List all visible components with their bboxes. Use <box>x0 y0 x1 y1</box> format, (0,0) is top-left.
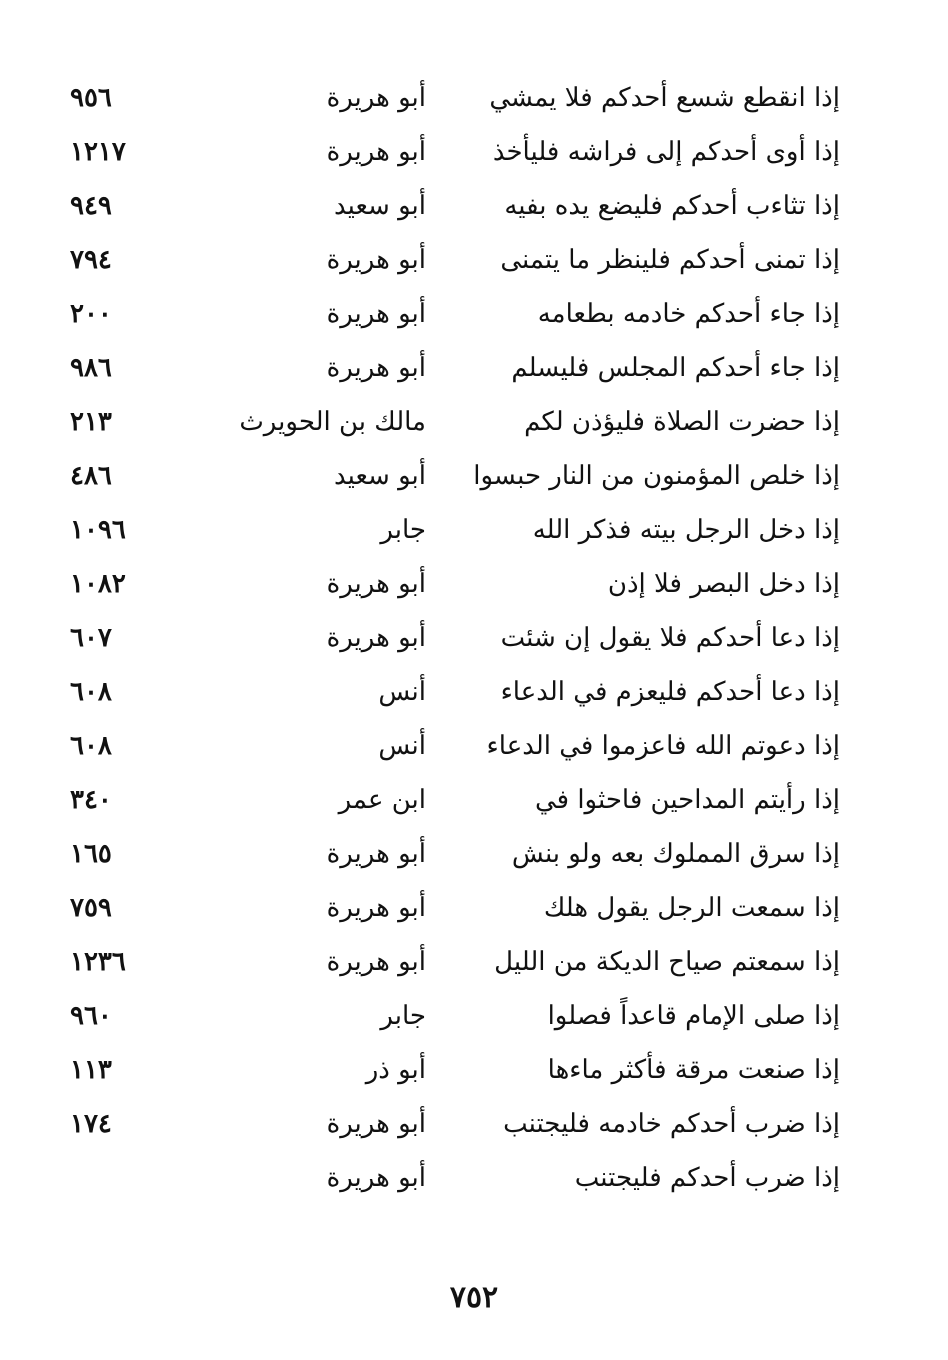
reference-number: ١٦٥ <box>70 839 112 869</box>
reference-number: ١٠٩٦ <box>70 515 126 545</box>
index-row <box>60 612 860 666</box>
reference-number: ١٧٤ <box>70 1109 112 1139</box>
hadith-text: إذا أوى أحدكم إلى فراشه فليأخذ <box>492 137 840 167</box>
index-row <box>60 990 860 1044</box>
hadith-text: إذا جاء أحدكم المجلس فليسلم <box>511 353 840 383</box>
narrator-name: أبو هريرة <box>326 137 426 167</box>
narrator-name: أبو هريرة <box>326 623 426 653</box>
index-row <box>60 396 860 450</box>
hadith-text: إذا تمنى أحدكم فلينظر ما يتمنى <box>500 245 840 275</box>
hadith-text: إذا جاء أحدكم خادمه بطعامه <box>537 299 840 329</box>
index-row <box>60 1044 860 1098</box>
index-row <box>60 774 860 828</box>
hadith-text: إذا ضرب أحدكم فليجتنب <box>574 1163 840 1193</box>
narrator-name: أبو سعيد <box>334 191 426 221</box>
reference-number: ٩٤٩ <box>70 191 112 221</box>
hadith-text: إذا دعا أحدكم فليعزم في الدعاء <box>500 677 840 707</box>
index-row <box>60 1152 860 1206</box>
index-row <box>60 126 860 180</box>
index-row <box>60 720 860 774</box>
reference-number: ٦٠٨ <box>70 731 112 761</box>
index-row <box>60 450 860 504</box>
index-row <box>60 666 860 720</box>
reference-number: ٢٠٠ <box>70 299 112 329</box>
narrator-name: أبو هريرة <box>326 245 426 275</box>
index-row <box>60 234 860 288</box>
hadith-text: إذا انقطع شسع أحدكم فلا يمشي <box>489 83 840 113</box>
page-number: ٧٥٢ <box>449 1280 499 1315</box>
narrator-name: أبو هريرة <box>326 1163 426 1193</box>
index-row <box>60 882 860 936</box>
narrator-name: أبو ذر <box>365 1055 426 1085</box>
index-row <box>60 288 860 342</box>
narrator-name: أبو هريرة <box>326 569 426 599</box>
hadith-text: إذا دخل الرجل بيته فذكر الله <box>532 515 840 545</box>
index-row <box>60 72 860 126</box>
reference-number: ١٢٣٦ <box>70 947 126 977</box>
narrator-name: أنس <box>378 731 426 761</box>
reference-number: ١٢١٧ <box>70 137 126 167</box>
hadith-text: إذا صلى الإمام قاعداً فصلوا <box>547 1001 840 1031</box>
reference-number: ٤٨٦ <box>70 461 112 491</box>
narrator-name: ابن عمر <box>338 785 426 815</box>
reference-number: ٩٦٠ <box>70 1001 112 1031</box>
reference-number: ٩٥٦ <box>70 83 112 113</box>
index-row <box>60 558 860 612</box>
reference-number: ٢١٣ <box>70 407 112 437</box>
hadith-text: إذا رأيتم المداحين فاحثوا في <box>534 785 840 815</box>
narrator-name: جابر <box>380 1001 426 1031</box>
hadith-text: إذا تثاءب أحدكم فليضع يده بفيه <box>504 191 840 221</box>
reference-number: ١٠٨٢ <box>70 569 126 599</box>
reference-number: ٧٥٩ <box>70 893 112 923</box>
hadith-text: إذا دعوتم الله فاعزموا في الدعاء <box>486 731 840 761</box>
narrator-name: أبو سعيد <box>334 461 426 491</box>
index-row <box>60 936 860 990</box>
hadith-text: إذا حضرت الصلاة فليؤذن لكم <box>524 407 840 437</box>
reference-number: ٦٠٧ <box>70 623 112 653</box>
narrator-name: أبو هريرة <box>326 353 426 383</box>
hadith-text: إذا صنعت مرقة فأكثر ماءها <box>547 1055 840 1085</box>
hadith-text: إذا سرق المملوك بعه ولو بنش <box>511 839 840 869</box>
narrator-name: أبو هريرة <box>326 299 426 329</box>
narrator-name: مالك بن الحويرث <box>239 407 426 437</box>
index-row <box>60 1098 860 1152</box>
narrator-name: أبو هريرة <box>326 1109 426 1139</box>
narrator-name: أبو هريرة <box>326 83 426 113</box>
index-row <box>60 180 860 234</box>
reference-number: ٦٠٨ <box>70 677 112 707</box>
narrator-name: أبو هريرة <box>326 893 426 923</box>
index-row <box>60 342 860 396</box>
hadith-text: إذا خلص المؤمنون من النار حبسوا <box>473 461 840 491</box>
reference-number: ٣٤٠ <box>70 785 112 815</box>
hadith-text: إذا سمعتم صياح الديكة من الليل <box>494 947 840 977</box>
narrator-name: أنس <box>378 677 426 707</box>
hadith-index-table <box>60 72 860 1206</box>
index-row <box>60 828 860 882</box>
hadith-text: إذا ضرب أحدكم خادمه فليجتنب <box>503 1109 840 1139</box>
index-row <box>60 504 860 558</box>
reference-number: ٧٩٤ <box>70 245 112 275</box>
hadith-text: إذا دعا أحدكم فلا يقول إن شئت <box>500 623 840 653</box>
reference-number: ١١٣ <box>70 1055 112 1085</box>
narrator-name: أبو هريرة <box>326 839 426 869</box>
narrator-name: أبو هريرة <box>326 947 426 977</box>
hadith-text: إذا سمعت الرجل يقول هلك <box>543 893 840 923</box>
hadith-text: إذا دخل البصر فلا إذن <box>607 569 840 599</box>
narrator-name: جابر <box>380 515 426 545</box>
reference-number: ٩٨٦ <box>70 353 112 383</box>
